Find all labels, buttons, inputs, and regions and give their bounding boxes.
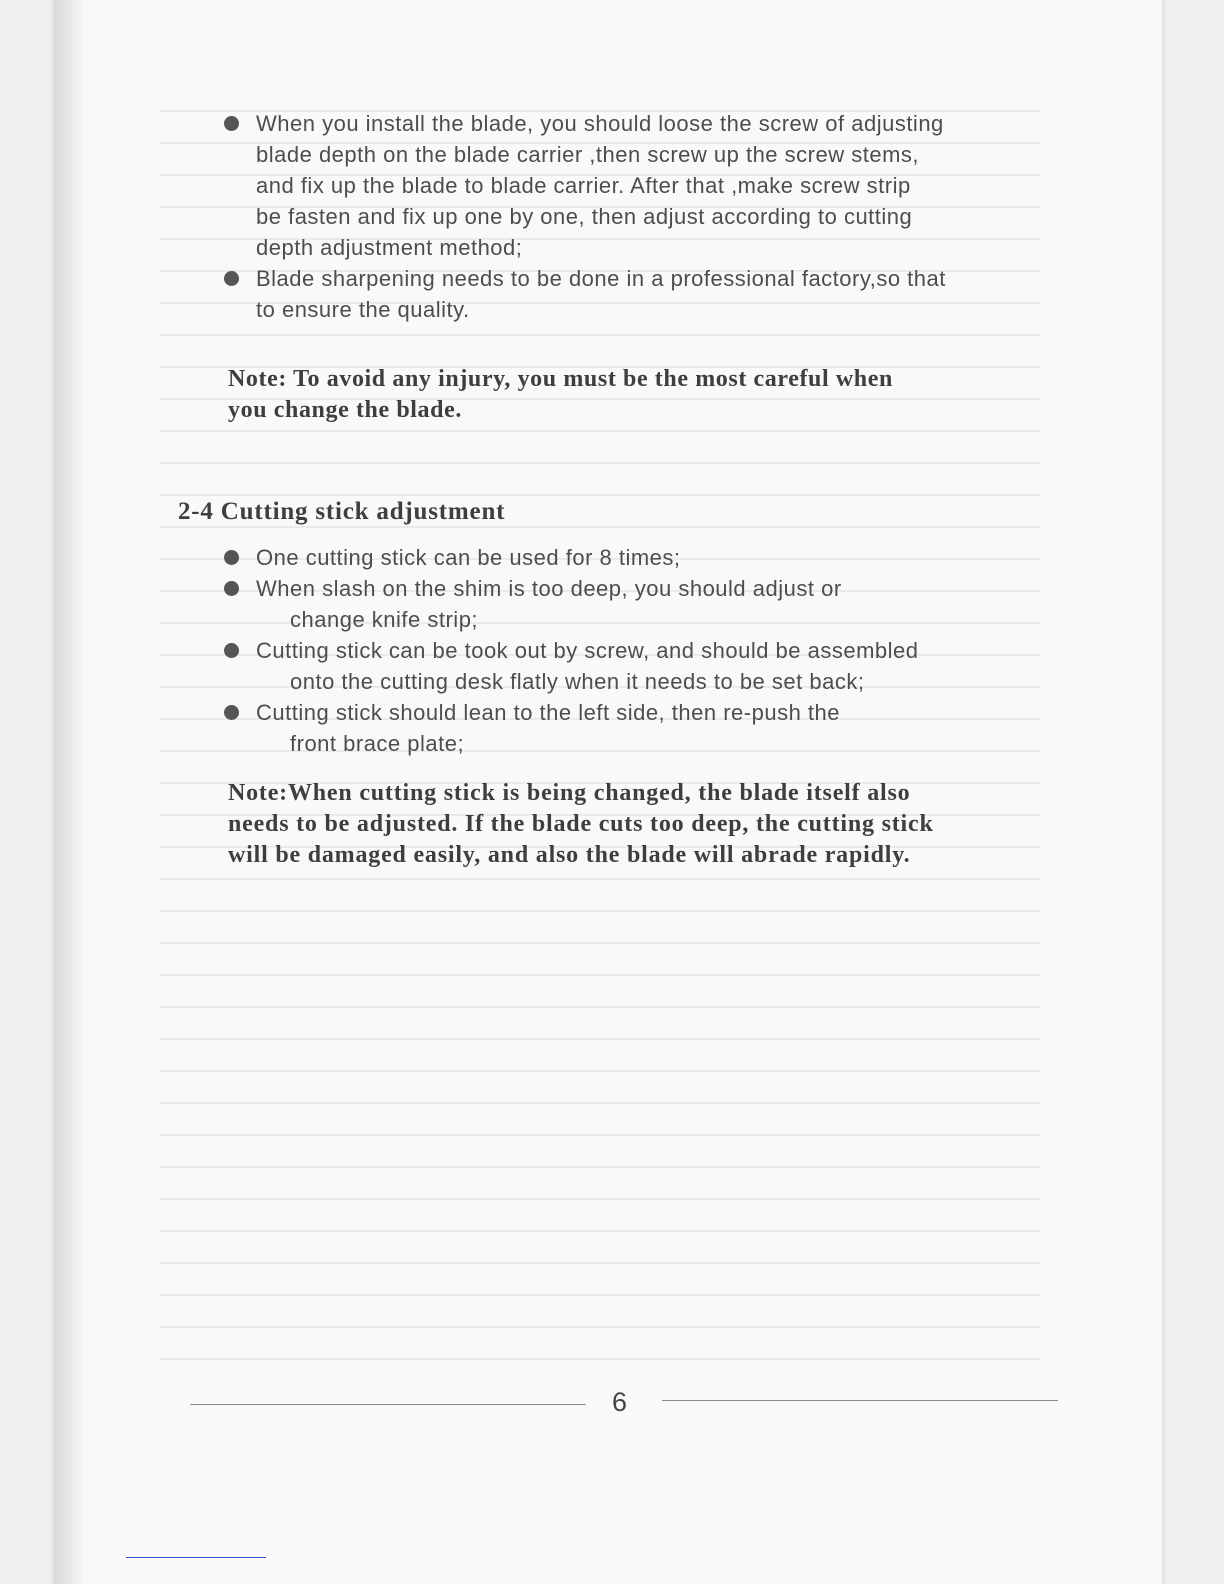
list-item-line: When slash on the shim is too deep, you should adjust or: [256, 576, 842, 601]
list-item-line: to ensure the quality.: [256, 297, 470, 322]
list-item-continuation: change knife strip;: [290, 607, 479, 632]
list-item-line: Cutting stick should lean to the left side, then re-push the: [256, 700, 840, 725]
blade-install-list: [0, 108, 1020, 325]
list-item: [0, 108, 1020, 263]
cutting-stick-list: [0, 542, 1040, 759]
list-item: [0, 542, 1040, 573]
bullet-icon: [224, 271, 239, 286]
list-item-continuation: onto the cutting desk flatly when it needs to be set back;: [290, 669, 865, 694]
list-item-line: and fix up the blade to blade carrier. After that ,make screw strip: [256, 173, 911, 198]
footer-rule-right: [662, 1400, 1058, 1401]
list-item-continuation: front brace plate;: [290, 731, 465, 756]
list-item-line: depth adjustment method;: [256, 235, 523, 260]
list-item-line: blade depth on the blade carrier ,then screw up the screw stems,: [256, 142, 920, 167]
bullet-icon: [224, 643, 239, 658]
list-item: [0, 573, 1040, 635]
list-item: [0, 263, 1020, 325]
note-line: needs to be adjusted. If the blade cuts too deep, the cutting stick: [228, 811, 934, 837]
list-item-line: be fasten and fix up one by one, then adjust according to cutting: [256, 204, 913, 229]
page-number: 6: [612, 1387, 628, 1417]
note-line: Note:When cutting stick is being changed, the blade itself also: [228, 780, 911, 806]
list-item: [0, 697, 1040, 759]
scan-artifact-underline: [126, 1557, 266, 1558]
list-item-line: One cutting stick can be used for 8 times;: [256, 545, 681, 570]
note-line: you change the blade.: [228, 397, 462, 423]
bullet-icon: [224, 550, 239, 565]
adjustment-note: [228, 778, 1018, 871]
section-heading: 2-4 Cutting stick adjustment: [178, 498, 506, 525]
safety-note: [228, 364, 1018, 426]
bullet-icon: [224, 116, 239, 131]
note-line: will be damaged easily, and also the blade will abrade rapidly.: [228, 842, 911, 868]
bullet-icon: [224, 581, 239, 596]
list-item-line: When you install the blade, you should loose the screw of adjusting: [256, 111, 944, 136]
footer-rule-left: [190, 1404, 586, 1405]
list-item-line: Cutting stick can be took out by screw, and should be assembled: [256, 638, 919, 663]
note-line: Note: To avoid any injury, you must be the most careful when: [228, 366, 893, 392]
list-item-line: Blade sharpening needs to be done in a professional factory,so that: [256, 266, 946, 291]
bullet-icon: [224, 705, 239, 720]
list-item: [0, 635, 1040, 697]
